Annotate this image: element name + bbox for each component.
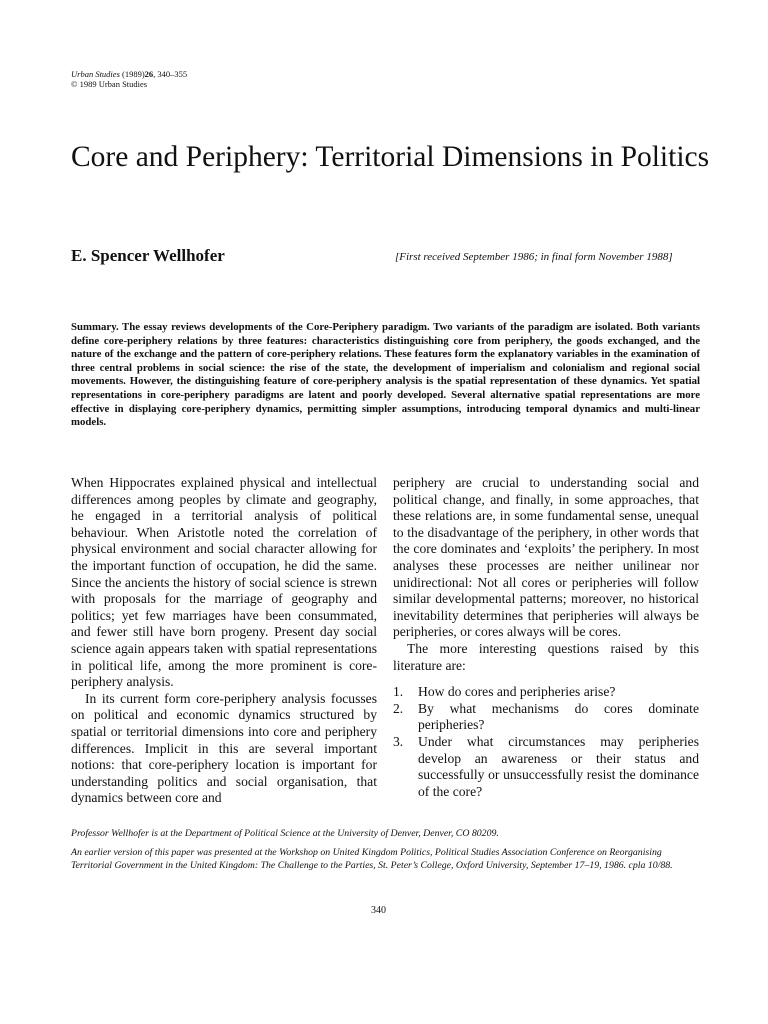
- question-number: 3.: [393, 733, 404, 749]
- question-text: Under what circumstances may peripheries develop an awareness or their status and successfully or unsuccessfully resist the dominance of the core?: [418, 733, 699, 799]
- right-column: [393, 475, 699, 800]
- received-final: in final form November 1988]: [540, 251, 673, 263]
- question-text: By what mechanisms do cores dominate peripheries?: [418, 700, 699, 733]
- body-paragraph: When Hippocrates explained physical and intellectual differences among peoples by climate and geography, he engaged in a territorial analysis of political behaviour. When Aristotle noted the correlation of physical environment and social character allowing for the important function of occupation, he did the same. Since the ancients the history of social science is strewn with proposals for the marriage of geography and politics; yet few marriages have been consummated, and fewer still have born progeny. Present day social science again appears taken with spatial representations in political life, among the more prominent is core-periphery analysis.: [71, 475, 377, 690]
- article-summary: Summary. The essay reviews developments of the Core-Periphery paradigm. Two variants of the paradigm are isolated. Both variants define core-periphery relations by three features: characteristics distinguishing core from periphery, the goods exchanged, and the nature of the exchange and the pattern of core-periphery relations. These features form the explanatory variables in the examination of three central problems in social science: the rise of the state, the development of imperialism and colonialism and regional social movements. However, the distinguishing feature of core-periphery analysis is the spatial representation of these dynamics. Yet spatial representations in core-periphery paradigms are latent and poorly developed. Several alternative spatial representations are more effective in displaying core-periphery dynamics, permitting simpler assumptions, introducing temporal dynamics and multi-linear models.: [71, 321, 700, 429]
- earlier-version-note: An earlier version of this paper was presented at the Workshop on United Kingdom Politics, Political Studies Association Conference on Reorganising Territorial Government in the United Kingdom: The Challenge to the Parties, St. Peter’s College, Oxford University, September 17–19, 1986. cpla 10/88.: [71, 847, 673, 871]
- question-number: 2.: [393, 700, 404, 716]
- footnotes: [71, 828, 700, 879]
- body-paragraph: The more interesting questions raised by this literature are:: [393, 640, 699, 673]
- copyright-notice: © 1989 Urban Studies: [71, 79, 148, 89]
- body-paragraph: periphery are crucial to understanding social and political change, and finally, in some approaches, that these relations are, in some fundamental sense, unequal to the disadvantage of the periphery, in other words that the core dominates and ‘exploits’ the periphery. In most analyses these processes are neither unilinear nor unidirectional: Not all cores or peripheries will follow similar developmental patterns; moreover, no historical inevitability determines that peripheries will always be peripheries, or cores always will be cores.: [393, 475, 699, 640]
- question-item: [393, 684, 699, 701]
- author-affiliation-note: Professor Wellhofer is at the Department of Political Science at the University of Denver, Denver, CO 80209.: [71, 828, 499, 839]
- questions-list: [393, 684, 699, 800]
- question-item: [393, 701, 699, 734]
- author-name: E. Spencer Wellhofer: [71, 246, 225, 265]
- journal-pages: , 340–355: [153, 69, 188, 79]
- question-number: 1.: [393, 684, 404, 700]
- journal-citation-line: [71, 69, 187, 79]
- page-number: 340: [371, 905, 386, 916]
- article-title: Core and Periphery: Territorial Dimensions in Politics: [71, 141, 710, 173]
- body-paragraph: In its current form core-periphery analysis focusses on political and economic dynamics structured by spatial or territorial dimensions into core and periphery differences. Implicit in this are several important notions: that core-periphery location is important for understanding politics and social organisation, that dynamics between core and: [71, 690, 377, 806]
- received-dates: [395, 251, 673, 263]
- received-first: [First received September 1986;: [395, 251, 541, 263]
- journal-year: (1989): [122, 69, 145, 79]
- question-item: [393, 734, 699, 800]
- journal-volume: 26: [144, 69, 154, 79]
- journal-citation: [71, 69, 187, 89]
- left-column: [71, 475, 377, 807]
- question-text: How do cores and peripheries arise?: [418, 684, 616, 700]
- journal-name: Urban Studies: [71, 69, 120, 79]
